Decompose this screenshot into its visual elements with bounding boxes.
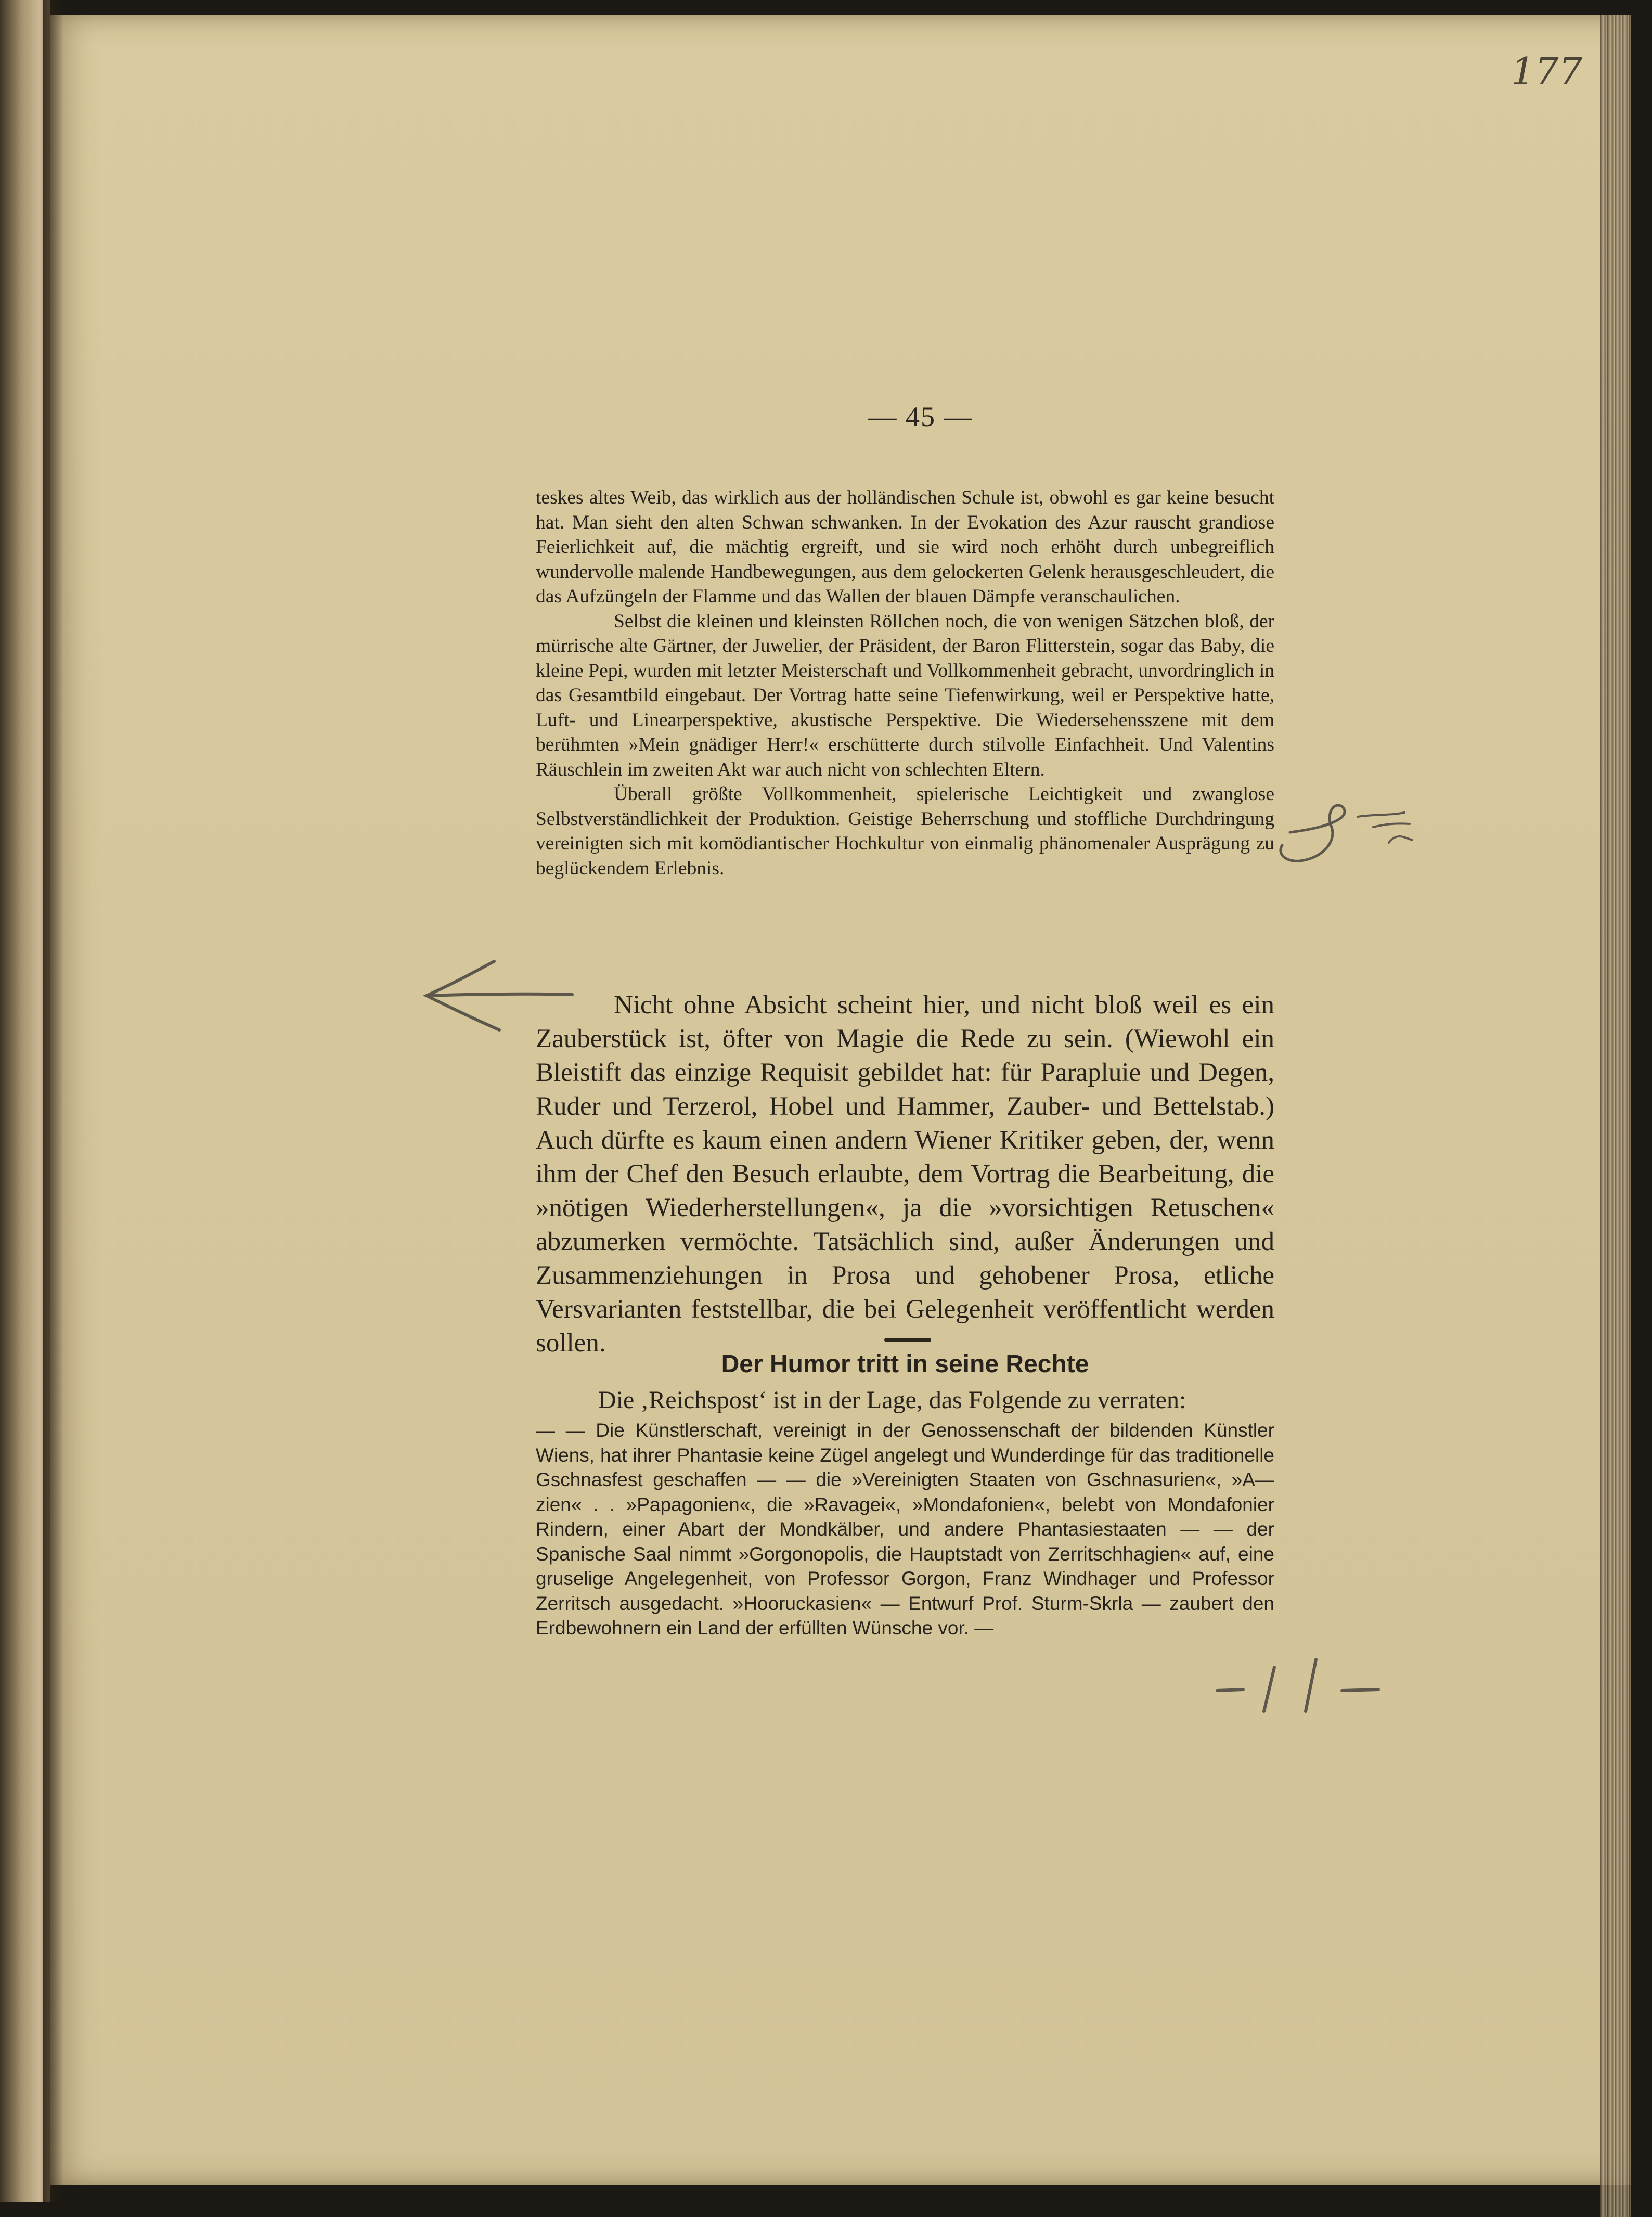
gutter-shadow	[43, 0, 63, 2202]
intro-line: Die ‚Reichspost‘ ist in der Lage, das Folgende zu verraten:	[598, 1386, 1186, 1414]
body-text-large	[536, 988, 1274, 1360]
ornament-rule	[884, 1338, 931, 1342]
page-stack-edge	[1600, 15, 1631, 2217]
quote-block	[536, 1418, 1274, 1641]
paragraph: teskes altes Weib, das wirklich aus der holländischen Schule ist, obwohl es gar keine besucht hat. Man sieht den alten Schwan schwanken. In der Evokation des Azur rauscht grandiose Feierlichkeit auf, die mächtig ergreift, und sie wird noch erhöht durch unbegreiflich wundervolle malende Handbewegungen, aus dem gelockerten Gelenk herausgeschleudert, die das Aufzüngeln der Flamme und das Wallen der blauen Dämpfe veranschaulichen.	[536, 487, 1274, 607]
pencil-slash-annotation-icon	[1212, 1654, 1389, 1722]
page-number: — 45 —	[868, 401, 973, 432]
body-text-top	[536, 485, 1274, 881]
folio-number: 177	[1511, 49, 1583, 93]
intro-line-block	[536, 1385, 1274, 1416]
paragraph: Überall größte Vollkommenheit, spielerische Leichtigkeit und zwanglose Selbstverständlichkeit der Produktion. Geistige Beherrschung und stoffliche Durchdringung vereinigten sich mit komödiantischer Hochkultur von einmalig phänomenaler Ausprägung zu beglückendem Erlebnis.	[536, 783, 1274, 879]
quoted-text: — — Die Künstlerschaft, vereinigt in der Genossenschaft der bildenden Künstler Wiens, hat ihrer Phantasie keine Zügel angelegt und Wunderdinge für das traditionelle Gschnasfest geschaffen — — die »Vereinigten Staaten von Gschnasurien«, »A—zien« . . »Papagonien«, die »Ravagei«, »Mondafonien«, belebt von Mondafonier Rindern, einer Abart der Mondkälber, und andere Phantasiestaaten — — der Spanische Saal nimmt »Gorgonopolis, die Hauptstadt von Zerritschhagien« auf, eine gruselige Angelegenheit, von Professor Gorgon, Franz Windhager und Professor Zerritsch ausgedacht. »Hooruckasien« — Entwurf Prof. Sturm-Skrla — zaubert den Erdbewohnern ein Land der erfüllten Wünsche vor. —	[536, 1420, 1274, 1639]
left-arrow-annotation-icon	[416, 952, 583, 1035]
section-heading: Der Humor tritt in seine Rechte	[721, 1350, 1089, 1378]
pencil-scribble-annotation-icon	[1269, 796, 1441, 884]
paragraph: Selbst die kleinen und kleinsten Röllchen noch, die von wenigen Sätzchen bloß, der mürrische alte Gärtner, der Juwelier, der Präsident, der Baron Flitterstein, sogar das Baby, die kleine Pepi, wurden mit letzter Meisterschaft und Vollkommenheit gebracht, unvordringlich in das Gesamtbild eingebaut. Der Vortrag hatte seine Tiefenwirkung, weil er Perspektive hatte, Luft- und Linearperspektive, akustische Perspektive. Die Wiedersehensszene mit dem berühmten »Mein gnädiger Herr!« erschütterte durch stilvolle Einfachheit. Und Valentins Räuschlein im zweiten Akt war auch nicht von schlechten Eltern.	[536, 610, 1274, 780]
paragraph: Nicht ohne Absicht scheint hier, und nicht bloß weil es ein Zauberstück ist, öfter von Magie die Rede zu sein. (Wiewohl ein Bleistift das einzige Requisit gebildet hat: für Parapluie und Degen, Ruder und Terzerol, Hobel und Hammer, Zauber- und Bettelstab.) Auch dürfte es kaum einen andern Wiener Kritiker geben, der, wenn ihm der Chef den Besuch erlaubte, dem Vortrag die Bearbeitung, die »nötigen Wiederherstellungen«, ja die »vorsichtigen Retuschen« abzumerken vermöchte. Tatsächlich sind, außer Änderungen und Zusammenziehungen in Prosa und gehobener Prosa, etliche Versvarianten feststellbar, die bei Gelegenheit veröffentlicht werden sollen.	[536, 990, 1274, 1358]
